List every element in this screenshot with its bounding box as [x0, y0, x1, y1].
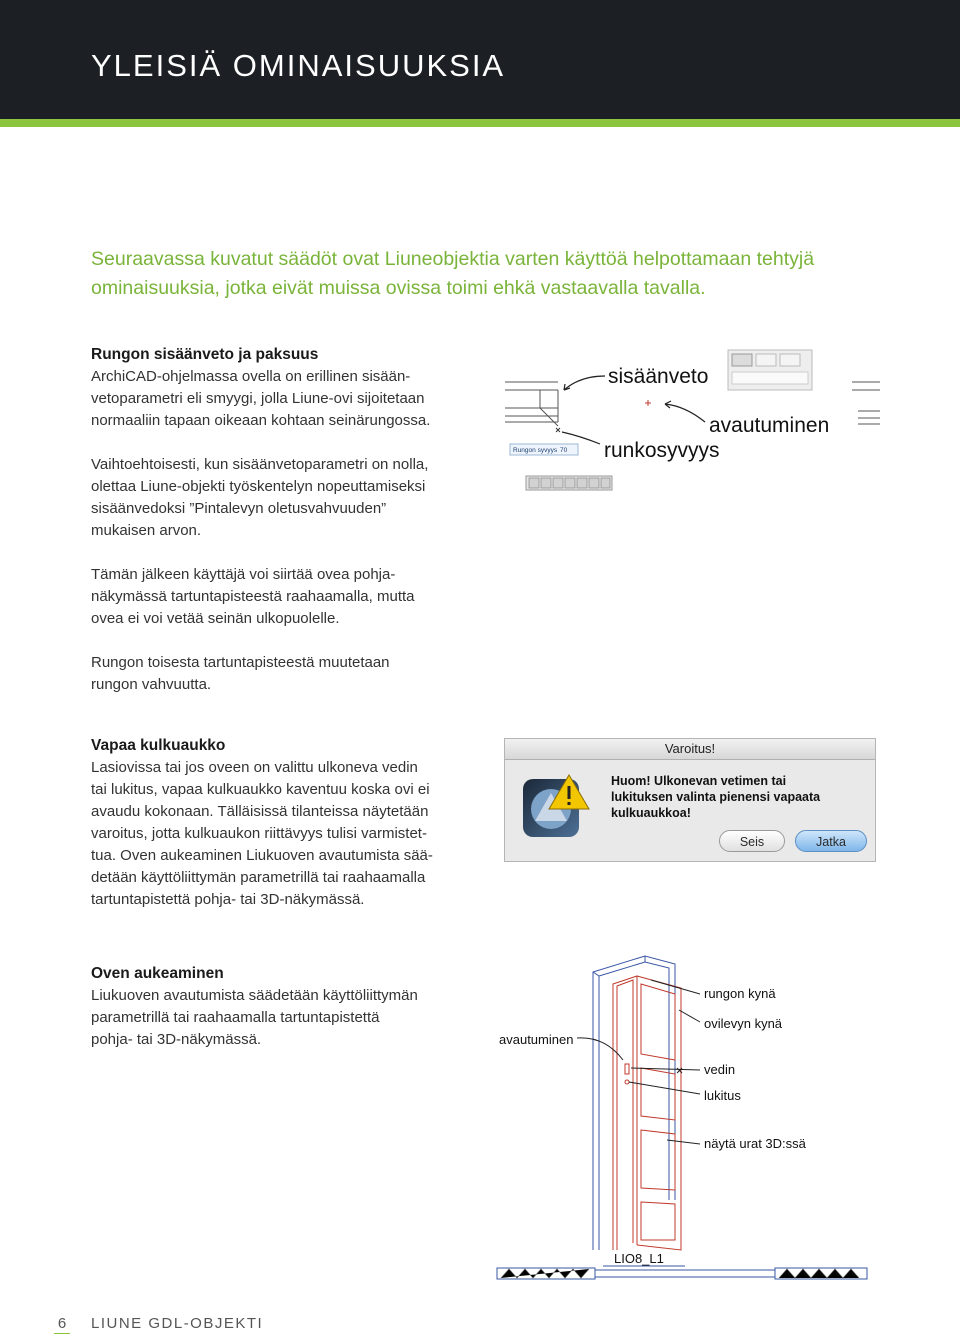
label-runkosyvyys: runkosyvyys — [604, 439, 720, 462]
paragraph: Tämän jälkeen käyttäjä voi siirtää ovea pohja- näkymässä tartuntapisteestä raahaamalla, mutta ovea ei voi vetää seinän ulkopuolelle. — [91, 566, 415, 627]
sisaanveto-diagram — [500, 346, 884, 496]
intro-text: Seuraavassa kuvatut säädöt ovat Liuneobjektia varten käyttöä helpottamaan tehtyjä ominaisuuksia, jotka eivät muissa ovissa toimi ehkä vastaavalla tavalla. — [91, 248, 815, 299]
figure-door-3d — [495, 950, 875, 1285]
footer-title: LIUNE GDL-OBJEKTI — [91, 1315, 264, 1332]
accent-bar — [0, 119, 960, 127]
section-heading: Vapaa kulkuaukko — [91, 737, 226, 754]
label-sisaanveto: sisäänveto — [608, 365, 709, 388]
paragraph: Lasiovissa tai jos oveen on valittu ulkoneva vedin tai lukitus, vapaa kulkuaukko kaventuu koska ovi ei avaudu kokonaan. Tälläisissä tilanteissa näytetään varoitus, jotta kulkuaukon riittävyys tulisi varmistet- tua. Oven aukeaminen Liukuoven avautumista sää- detään käyttöliittymän parametrillä tai raahaamalla tartuntapistettä pohja- tai 3D-näkymässä. — [91, 759, 433, 908]
page-title: YLEISIÄ OMINAISUUKSIA — [91, 48, 506, 83]
label-avautuminen: avautuminen — [499, 1032, 574, 1047]
plan-label: LIO8_L1 — [614, 1251, 664, 1266]
section-heading: Rungon sisäänveto ja paksuus — [91, 346, 319, 363]
section-rungon-sisaanveto — [91, 344, 471, 696]
paragraph: Liukuoven avautumista säädetään käyttöliittymän parametrillä tai raahaamalla tartuntapistettä pohja- tai 3D-näkymässä. — [91, 987, 418, 1048]
cancel-button[interactable]: Seis — [719, 830, 785, 852]
page-number: 6 — [54, 1315, 70, 1334]
section-vapaa-kulkuaukko — [91, 735, 471, 911]
dialog-title: Varoitus! — [505, 739, 875, 760]
paragraph: Rungon toisesta tartuntapisteestä muutetaan rungon vahvuutta. — [91, 654, 390, 693]
paragraph: ArchiCAD-ohjelmassa ovella on erillinen sisään- vetoparametri eli smyygi, jolla Liune-ovi sijoitetaan normaaliin tapaan oikeaan kohtaan seinärungossa. — [91, 368, 431, 429]
paragraph: Vaihtoehtoisesti, kun sisäänvetoparametri on nolla, olettaa Liune-objekti työskentelyn nopeuttamiseksi sisäänvedoksi ”Pintalevyn oletusvahvuuden” mukaisen arvon. — [91, 456, 429, 539]
figure-sisaanveto — [500, 346, 884, 496]
warning-dialog — [504, 738, 876, 862]
label-rungon-kyna: rungon kynä — [704, 986, 776, 1001]
door-3d-diagram — [495, 950, 875, 1285]
field-label: Rungon syvyys — [513, 447, 558, 454]
archicad-warning-icon — [521, 771, 591, 841]
field-value: 70 — [560, 447, 568, 454]
page-header — [0, 0, 960, 119]
label-lukitus: lukitus — [704, 1088, 741, 1103]
label-nayta-urat: näytä urat 3D:ssä — [704, 1136, 806, 1151]
label-avautuminen: avautuminen — [709, 414, 830, 437]
label-vedin: vedin — [704, 1062, 736, 1077]
section-heading: Oven aukeaminen — [91, 965, 224, 982]
label-ovilevyn-kyna: ovilevyn kynä — [704, 1016, 783, 1031]
continue-button[interactable]: Jatka — [795, 830, 867, 852]
dialog-message: Huom! Ulkonevan vetimen tai lukituksen valinta pienensi vapaata kulkuaukkoa! — [611, 774, 821, 820]
section-oven-aukeaminen — [91, 963, 471, 1051]
